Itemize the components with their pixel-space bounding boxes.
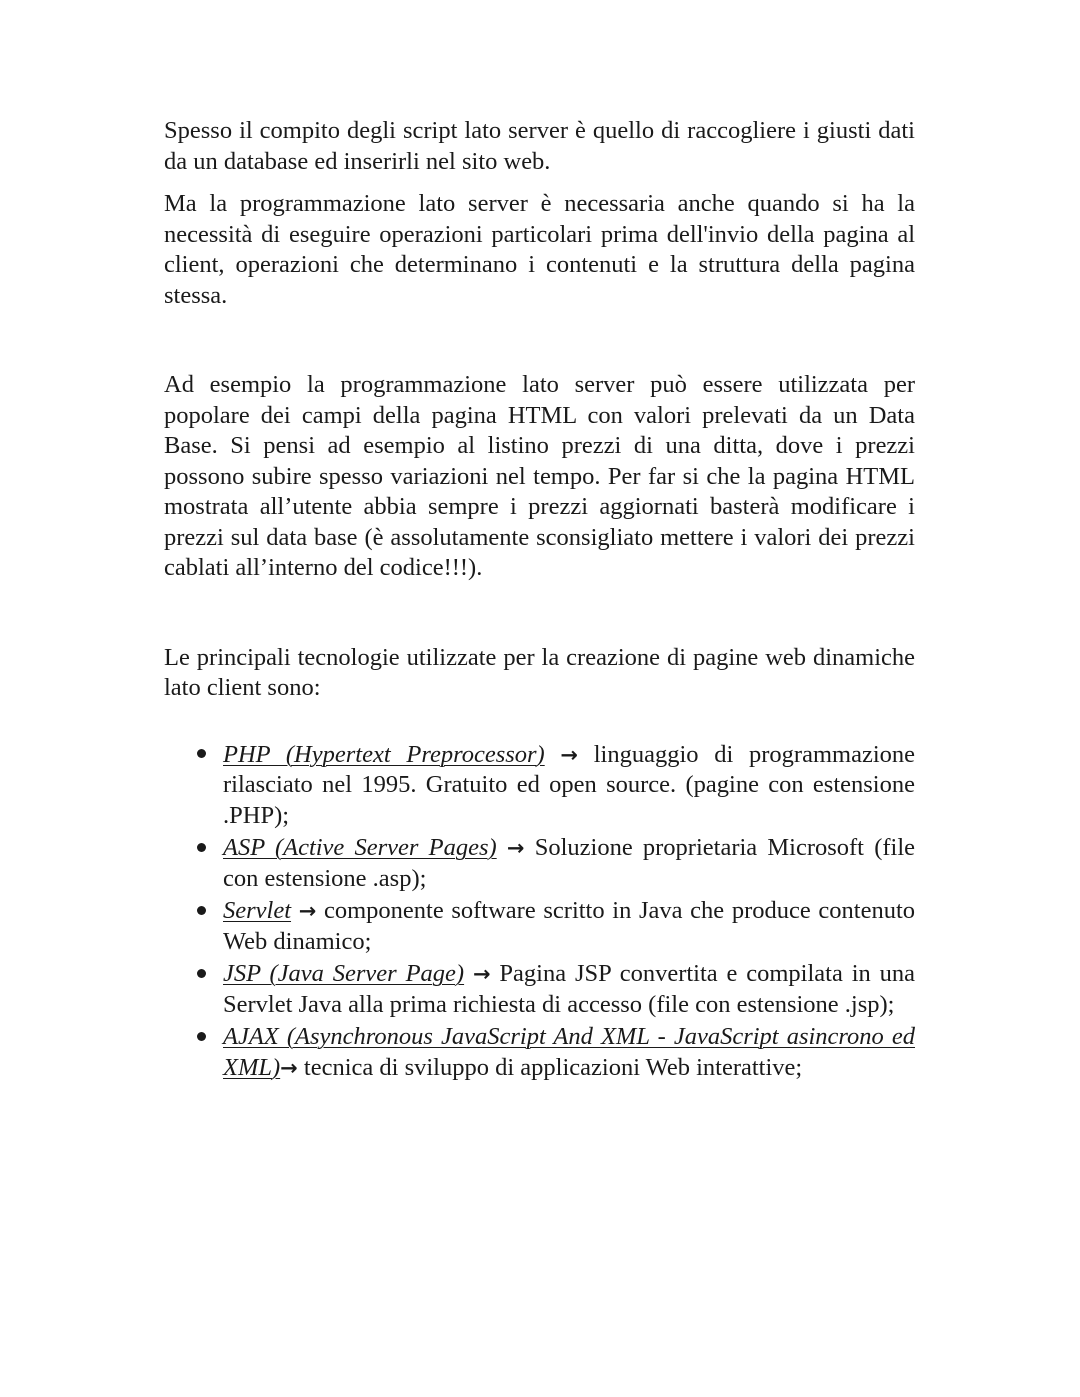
paragraph-server-programming: Ma la programmazione lato server è necessaria anche quando si ha la necessità di eseguire operazioni particolari prima dell'invio della pagina al client, operazioni che determinano i contenuti e la struttura della pagina stessa.	[164, 190, 915, 309]
term-description: tecnica di sviluppo di applicazioni Web interattive;	[297, 1053, 803, 1081]
list-item-servlet	[223, 896, 915, 957]
bullet-icon	[194, 833, 208, 864]
right-arrow-icon: →	[298, 899, 317, 923]
list-item-php	[223, 740, 915, 832]
technologies-list	[164, 740, 915, 1084]
right-arrow-icon: →	[560, 742, 579, 767]
document-page	[164, 116, 915, 1085]
right-arrow-icon: →	[472, 962, 491, 986]
term-description: linguaggio di programmazione rilasciato nel 1995. Gratuito ed open source. (pagine con estensione .PHP);	[223, 740, 916, 829]
term-description: Soluzione proprietaria Microsoft (file con estensione .asp);	[223, 834, 915, 892]
right-arrow-icon: →	[506, 836, 525, 860]
list-item-ajax	[223, 1022, 915, 1083]
bullet-icon	[194, 1022, 208, 1053]
term-link-asp[interactable]: ASP (Active Server Pages)	[223, 834, 497, 861]
term-link-jsp[interactable]: JSP (Java Server Page)	[223, 960, 465, 987]
term-link-ajax[interactable]: AJAX (Asynchronous JavaScript And XML - JavaScript asincrono ed XML)	[223, 1023, 915, 1081]
term-description: componente software scritto in Java che produce contenuto Web dinamico;	[223, 897, 916, 955]
paragraph-example: Ad esempio la programmazione lato server può essere utilizzata per popolare dei campi della pagina HTML con valori prelevati da un Data Base. Si pensi ad esempio al listino prezzi di una ditta, dove i prezzi possono subire spesso variazioni nel tempo. Per far si che la pagina HTML mostrata all’utente abbia sempre i prezzi aggiornati basterà modificare i prezzi sul data base (è assolutamente sconsigliato mettere i valori dei prezzi cablati all’interno del codice!!!).	[164, 371, 915, 581]
term-link-php[interactable]: PHP (Hypertext Preprocessor)	[223, 740, 545, 768]
bullet-icon	[194, 740, 208, 771]
list-item-jsp	[223, 959, 915, 1020]
paragraph-server-scripts: Spesso il compito degli script lato server è quello di raccogliere i giusti dati da un database ed inserirli nel sito web.	[164, 117, 915, 175]
paragraph-technologies-intro: Le principali tecnologie utilizzate per la creazione di pagine web dinamiche lato client sono:	[164, 643, 915, 701]
bullet-icon	[194, 959, 208, 990]
right-arrow-icon: →	[280, 1055, 298, 1080]
term-link-servlet[interactable]: Servlet	[223, 897, 292, 924]
bullet-icon	[194, 896, 208, 927]
term-description: Pagina JSP convertita e compilata in una Servlet Java alla prima richiesta di accesso (file con estensione .jsp);	[223, 960, 916, 1018]
list-item-asp	[223, 833, 915, 894]
